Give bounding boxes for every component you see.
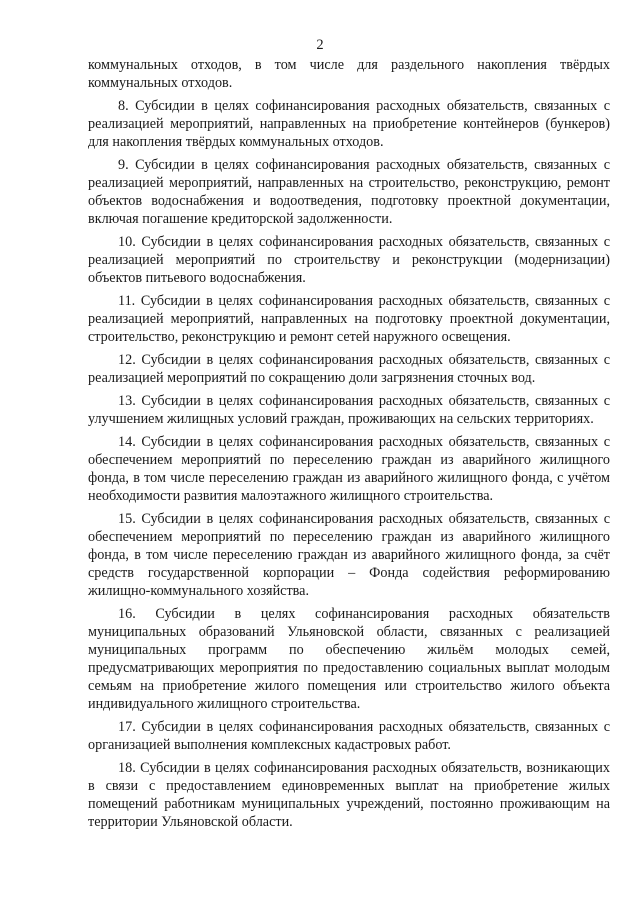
- list-item: 10. Субсидии в целях софинансирования расходных обязательств, связанных с реализацией мероприятий по строительству и реконструкции (модернизации) объектов питьевого водоснабжения.: [88, 234, 610, 286]
- list-item: 12. Субсидии в целях софинансирования расходных обязательств, связанных с реализацией мероприятий по сокращению доли загрязнения сточных вод.: [88, 352, 610, 386]
- list-item: 15. Субсидии в целях софинансирования расходных обязательств, связанных с обеспечением мероприятий по переселению граждан из аварийного жилищного фонда, в том числе переселению граждан из аварийного жилищного фонда, за счёт средств государственной корпорации – Фонда содействия реформированию жилищно-коммунального хозяйства.: [88, 511, 610, 599]
- list-item: 11. Субсидии в целях софинансирования расходных обязательств, связанных с реализацией мероприятий, направленных на подготовку проектной документации, строительство, реконструкцию и ремонт сетей наружного освещения.: [88, 293, 610, 345]
- list-item: 17. Субсидии в целях софинансирования расходных обязательств, связанных с организацией выполнения комплексных кадастровых работ.: [88, 719, 610, 753]
- continuation-paragraph: коммунальных отходов, в том числе для раздельного накопления твёрдых коммунальных отходов.: [88, 57, 610, 91]
- list-item: 9. Субсидии в целях софинансирования расходных обязательств, связанных с реализацией мероприятий, направленных на строительство, реконструкцию, ремонт объектов водоснабжения и водоотведения, подготовку проектной документации, включая погашение кредиторской задолженности.: [88, 157, 610, 227]
- list-item: 16. Субсидии в целях софинансирования расходных обязательств муниципальных образований Ульяновской области, связанных с реализацией муниципальных программ по обеспечению жильём молодых семей, предусматривающих мероприятия по предоставлению социальных выплат молодым семьям на приобретение жилого помещения или строительство жилого объекта индивидуального жилищного строительства.: [88, 606, 610, 712]
- list-item: 18. Субсидии в целях софинансирования расходных обязательств, возникающих в связи с предоставлением единовременных выплат на приобретение жилых помещений работникам муниципальных учреждений, постоянно проживающим на территории Ульяновской области.: [88, 760, 610, 830]
- list-item: 8. Субсидии в целях софинансирования расходных обязательств, связанных с реализацией мероприятий, направленных на приобретение контейнеров (бункеров) для накопления твёрдых коммунальных отходов.: [88, 98, 610, 150]
- list-item: 13. Субсидии в целях софинансирования расходных обязательств, связанных с улучшением жилищных условий граждан, проживающих на сельских территориях.: [88, 393, 610, 427]
- list-item: 14. Субсидии в целях софинансирования расходных обязательств, связанных с обеспечением мероприятий по переселению граждан из аварийного жилищного фонда, в том числе переселению граждан из аварийного жилищного фонда, с учётом необходимости развития малоэтажного жилищного строительства.: [88, 434, 610, 504]
- page-number: 2: [316, 37, 324, 53]
- document-body: [88, 56, 610, 836]
